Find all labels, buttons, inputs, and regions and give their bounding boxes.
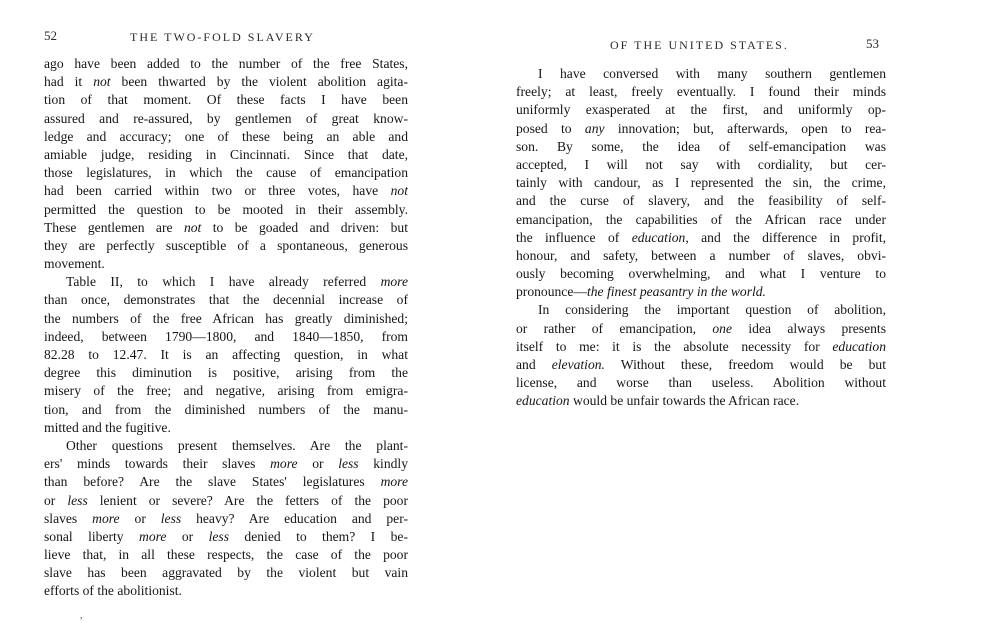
- text-line: These gentlemen are not to be goaded and driven: but: [44, 219, 408, 235]
- text-line: permitted the question to be mooted in their assembly.: [44, 201, 408, 217]
- text-line: or less lenient or severe? Are the fetters of the poor: [44, 492, 408, 508]
- text-line: freely; at least, freely eventually. I found their minds: [516, 84, 886, 100]
- scan-specks: ,: [80, 610, 83, 621]
- text-line: those legislatures, in which the cause of emancipation: [44, 165, 408, 181]
- text-line: had it not been thwarted by the violent abolition agita-: [44, 74, 408, 90]
- text-line: slave has been aggravated by the violent but vain: [44, 565, 408, 581]
- right-page: [500, 0, 1000, 634]
- text-line: emancipation, the capabilities of the African race under: [516, 211, 886, 227]
- text-line: than before? Are the slave States' legislatures more: [44, 474, 408, 490]
- text-line: and elevation. Without these, freedom would be but: [516, 357, 886, 372]
- page-number-right: 53: [866, 36, 879, 51]
- text-line: indeed, between 1790—1800, and 1840—1850, from: [44, 328, 408, 344]
- text-line: uniformly exasperated at the first, and uniformly op-: [516, 102, 886, 118]
- left-page-body: [44, 55, 408, 601]
- running-head-left: THE TWO-FOLD SLAVERY: [130, 30, 315, 44]
- text-line: tion of that moment. Of these facts I have been: [44, 92, 408, 108]
- text-line: movement.: [44, 256, 105, 272]
- text-line: itself to me: it is the absolute necessity for education: [516, 338, 886, 354]
- text-line: ously becoming overwhelming, and what I venture to: [516, 266, 886, 282]
- text-line: misery of the free; and negative, arising from emigra-: [44, 383, 408, 399]
- text-line: honour, and safety, between a number of slaves, obvi-: [516, 247, 886, 263]
- text-line: tainly with candour, as I represented the sin, the crime,: [516, 175, 886, 191]
- text-line: and the curse of slavery, and the feasibility of self-: [516, 193, 886, 209]
- text-line: assured and re-assured, by gentlemen of great know-: [44, 110, 408, 126]
- text-line: pronounce—the finest peasantry in the world.: [516, 284, 766, 300]
- text-line: accepted, I will not say with cordiality, but cer-: [516, 156, 886, 172]
- text-line: Table II, to which I have already referred more: [66, 274, 408, 290]
- text-line: the influence of education, and the difference in profit,: [516, 229, 886, 245]
- text-line: sonal liberty more or less denied to them? I be-: [44, 528, 408, 544]
- text-line: Other questions present themselves. Are the plant-: [66, 437, 408, 453]
- text-line: had been carried within two or three votes, have not: [44, 183, 408, 199]
- text-line: education would be unfair towards the African race.: [516, 393, 800, 409]
- text-line: mitted and the fugitive.: [44, 419, 171, 435]
- running-head-right: OF THE UNITED STATES.: [610, 38, 789, 52]
- text-line: In considering the important question of abolition,: [538, 302, 886, 318]
- text-line: the numbers of the free African has greatly diminished;: [44, 310, 408, 326]
- text-line: slaves more or less heavy? Are education and per-: [44, 510, 408, 526]
- text-line: amiable judge, residing in Cincinnati. Since that date,: [44, 146, 408, 162]
- text-line: I have conversed with many southern gentlemen: [538, 66, 886, 81]
- text-line: degree this diminution is positive, arising from the: [44, 365, 408, 381]
- text-line: than once, demonstrates that the decennial increase of: [44, 292, 408, 308]
- text-line: posed to any innovation; but, afterwards, open to rea-: [516, 120, 886, 136]
- text-line: son. By some, the idea of self-emancipation was: [516, 138, 886, 154]
- text-line: ers' minds towards their slaves more or less kindly: [44, 456, 408, 472]
- text-line: lieve that, in all these respects, the case of the poor: [44, 547, 408, 563]
- text-line: efforts of the abolitionist.: [44, 583, 182, 599]
- text-line: or rather of emancipation, one idea always presents: [516, 320, 886, 336]
- text-line: ledge and accuracy; one of these being an able and: [44, 128, 408, 144]
- text-line: they are perfectly susceptible of a spontaneous, generous: [44, 237, 408, 253]
- text-line: ago have been added to the number of the free States,: [44, 56, 408, 71]
- right-page-body: [516, 65, 886, 411]
- page-number-left: 52: [44, 28, 57, 43]
- text-line: tion, and from the diminished numbers of the manu-: [44, 401, 408, 417]
- text-line: license, and worse than useless. Abolition without: [516, 375, 886, 391]
- text-line: 82.28 to 12.47. It is an affecting question, in what: [44, 347, 408, 362]
